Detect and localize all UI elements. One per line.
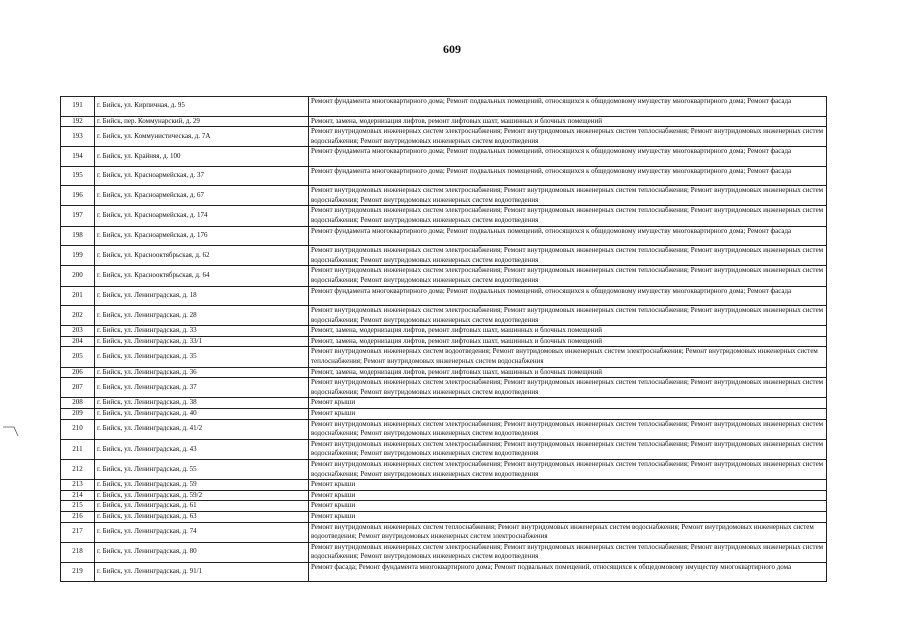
row-number: 218 <box>61 542 95 562</box>
table-row <box>61 226 827 246</box>
work-type-cell: Ремонт внутридомовых инженерных систем электроснабжения; Ремонт внутридомовых инженерных систем теплоснабжения; Ремонт внутридомовых инженерных систем водоснабжения; Ремонт внутридомовых инженерных систем водоотведения <box>309 542 827 562</box>
table-row <box>61 97 827 117</box>
address-cell: г. Бийск, ул. Ленинградская, д. 18 <box>95 286 309 306</box>
table-row <box>61 522 827 542</box>
table-row <box>61 127 827 147</box>
address-cell: г. Бийск, пер. Коммунарский, д. 29 <box>95 116 309 127</box>
table-row <box>61 562 827 582</box>
row-number: 208 <box>61 398 95 409</box>
address-cell: г. Бийск, ул. Ленинградская, д. 35 <box>95 347 309 367</box>
work-type-cell: Ремонт фундамента многоквартирного дома; Ремонт подвальных помещений, относящихся к общедомовому имуществу многоквартирного дома; Ремонт фасада <box>309 97 827 117</box>
address-cell: г. Бийск, ул. Ленинградская, д. 61 <box>95 501 309 512</box>
table-row <box>61 166 827 186</box>
row-number: 197 <box>61 206 95 226</box>
address-cell: г. Бийск, ул. Красноармейская, д. 67 <box>95 186 309 206</box>
table-row <box>61 116 827 127</box>
margin-tick-mark <box>2 424 20 438</box>
row-number: 211 <box>61 439 95 459</box>
row-number: 203 <box>61 326 95 337</box>
address-cell: г. Бийск, ул. Краснооктябрьская, д. 62 <box>95 246 309 266</box>
work-type-cell: Ремонт крыши <box>309 511 827 522</box>
table-row <box>61 147 827 167</box>
work-type-cell: Ремонт внутридомовых инженерных систем электроснабжения; Ремонт внутридомовых инженерных систем теплоснабжения; Ремонт внутридомовых инженерных систем водоснабжения; Ремонт внутридомовых инженерных систем водоотведения <box>309 459 827 479</box>
address-cell: г. Бийск, ул. Красноармейская, д. 174 <box>95 206 309 226</box>
table-row <box>61 286 827 306</box>
table-row <box>61 246 827 266</box>
row-number: 201 <box>61 286 95 306</box>
address-cell: г. Бийск, ул. Ленинградская, д. 40 <box>95 408 309 419</box>
address-cell: г. Бийск, ул. Красноармейская, д. 37 <box>95 166 309 186</box>
table-row <box>61 542 827 562</box>
work-type-cell: Ремонт крыши <box>309 480 827 491</box>
work-type-cell: Ремонт внутридомовых инженерных систем электроснабжения; Ремонт внутридомовых инженерных систем теплоснабжения; Ремонт внутридомовых инженерных систем водоснабжения; Ремонт внутридомовых инженерных систем водоотведения <box>309 266 827 286</box>
table-row <box>61 266 827 286</box>
address-cell: г. Бийск, ул. Ленинградская, д. 59 <box>95 480 309 491</box>
address-cell: г. Бийск, ул. Ленинградская, д. 28 <box>95 306 309 326</box>
address-cell: г. Бийск, ул. Краснооктябрьская, д. 64 <box>95 266 309 286</box>
address-cell: г. Бийск, ул. Ленинградская, д. 55 <box>95 459 309 479</box>
table-row <box>61 347 827 367</box>
address-cell: г. Бийск, ул. Крайняя, д. 100 <box>95 147 309 167</box>
row-number: 217 <box>61 522 95 542</box>
address-cell: г. Бийск, ул. Ленинградская, д. 41/2 <box>95 419 309 439</box>
work-type-cell: Ремонт, замена, модернизация лифтов, ремонт лифтовых шахт, машинных и блочных помещений <box>309 326 827 337</box>
row-number: 210 <box>61 419 95 439</box>
address-cell: г. Бийск, ул. Ленинградская, д. 43 <box>95 439 309 459</box>
row-number: 213 <box>61 480 95 491</box>
work-type-cell: Ремонт внутридомовых инженерных систем теплоснабжения; Ремонт внутридомовых инженерных систем водоснабжения; Ремонт внутридомовых инженерных систем водоотведения; Ремонт внутридомовых инженерных систем электроснабжения <box>309 522 827 542</box>
table-row <box>61 398 827 409</box>
table-row <box>61 326 827 337</box>
table-row <box>61 490 827 501</box>
work-type-cell: Ремонт фундамента многоквартирного дома; Ремонт подвальных помещений, относящихся к общедомовому имуществу многоквартирного дома; Ремонт фасада <box>309 147 827 167</box>
address-cell: г. Бийск, ул. Красноармейская, д. 176 <box>95 226 309 246</box>
row-number: 200 <box>61 266 95 286</box>
work-type-cell: Ремонт внутридомовых инженерных систем электроснабжения; Ремонт внутридомовых инженерных систем теплоснабжения; Ремонт внутридомовых инженерных систем водоснабжения; Ремонт внутридомовых инженерных систем водоотведения <box>309 186 827 206</box>
table-row <box>61 511 827 522</box>
work-type-cell: Ремонт внутридомовых инженерных систем электроснабжения; Ремонт внутридомовых инженерных систем теплоснабжения; Ремонт внутридомовых инженерных систем водоснабжения; Ремонт внутридомовых инженерных систем водоотведения <box>309 378 827 398</box>
work-type-cell: Ремонт внутридомовых инженерных систем электроснабжения; Ремонт внутридомовых инженерных систем теплоснабжения; Ремонт внутридомовых инженерных систем водоснабжения; Ремонт внутридомовых инженерных систем водоотведения <box>309 419 827 439</box>
row-number: 214 <box>61 490 95 501</box>
table-row <box>61 501 827 512</box>
address-cell: г. Бийск, ул. Ленинградская, д. 38 <box>95 398 309 409</box>
row-number: 205 <box>61 347 95 367</box>
address-cell: г. Бийск, ул. Ленинградская, д. 63 <box>95 511 309 522</box>
work-type-cell: Ремонт внутридомовых инженерных систем электроснабжения; Ремонт внутридомовых инженерных систем теплоснабжения; Ремонт внутридомовых инженерных систем водоснабжения; Ремонт внутридомовых инженерных систем водоотведения <box>309 127 827 147</box>
row-number: 216 <box>61 511 95 522</box>
table-row <box>61 186 827 206</box>
row-number: 215 <box>61 501 95 512</box>
address-cell: г. Бийск, ул. Ленинградская, д. 59/2 <box>95 490 309 501</box>
work-type-cell: Ремонт фундамента многоквартирного дома; Ремонт подвальных помещений, относящихся к общедомовому имуществу многоквартирного дома; Ремонт фасада <box>309 226 827 246</box>
address-cell: г. Бийск, ул. Ленинградская, д. 74 <box>95 522 309 542</box>
row-number: 195 <box>61 166 95 186</box>
address-cell: г. Бийск, ул. Ленинградская, д. 36 <box>95 367 309 378</box>
table-row <box>61 336 827 347</box>
table-row <box>61 378 827 398</box>
row-number: 193 <box>61 127 95 147</box>
row-number: 191 <box>61 97 95 117</box>
row-number: 198 <box>61 226 95 246</box>
table-row <box>61 439 827 459</box>
work-type-cell: Ремонт фундамента многоквартирного дома; Ремонт подвальных помещений, относящихся к общедомовому имуществу многоквартирного дома; Ремонт фасада <box>309 286 827 306</box>
table-row <box>61 306 827 326</box>
address-cell: г. Бийск, ул. Ленинградская, д. 80 <box>95 542 309 562</box>
row-number: 206 <box>61 367 95 378</box>
row-number: 192 <box>61 116 95 127</box>
row-number: 204 <box>61 336 95 347</box>
work-type-cell: Ремонт внутридомовых инженерных систем электроснабжения; Ремонт внутридомовых инженерных систем теплоснабжения; Ремонт внутридомовых инженерных систем водоснабжения; Ремонт внутридомовых инженерных систем водоотведения <box>309 206 827 226</box>
work-type-cell: Ремонт внутридомовых инженерных систем электроснабжения; Ремонт внутридомовых инженерных систем теплоснабжения; Ремонт внутридомовых инженерных систем водоснабжения; Ремонт внутридомовых инженерных систем водоотведения <box>309 306 827 326</box>
work-type-cell: Ремонт фасада; Ремонт фундамента многоквартирного дома; Ремонт подвальных помещений, относящихся к общедомовому имуществу многоквартирного дома <box>309 562 827 582</box>
work-type-cell: Ремонт крыши <box>309 398 827 409</box>
repair-schedule-table <box>60 96 827 582</box>
table-row <box>61 408 827 419</box>
table-row <box>61 459 827 479</box>
work-type-cell: Ремонт крыши <box>309 501 827 512</box>
table-row <box>61 367 827 378</box>
table-row <box>61 206 827 226</box>
work-type-cell: Ремонт крыши <box>309 490 827 501</box>
work-type-cell: Ремонт, замена, модернизация лифтов, ремонт лифтовых шахт, машинных и блочных помещений <box>309 367 827 378</box>
row-number: 209 <box>61 408 95 419</box>
work-type-cell: Ремонт внутридомовых инженерных систем электроснабжения; Ремонт внутридомовых инженерных систем теплоснабжения; Ремонт внутридомовых инженерных систем водоснабжения; Ремонт внутридомовых инженерных систем водоотведения <box>309 439 827 459</box>
work-type-cell: Ремонт крыши <box>309 408 827 419</box>
address-cell: г. Бийск, ул. Ленинградская, д. 33/1 <box>95 336 309 347</box>
work-type-cell: Ремонт фундамента многоквартирного дома; Ремонт подвальных помещений, относящихся к общедомовому имуществу многоквартирного дома; Ремонт фасада <box>309 166 827 186</box>
work-type-cell: Ремонт, замена, модернизация лифтов, ремонт лифтовых шахт, машинных и блочных помещений <box>309 336 827 347</box>
work-type-cell: Ремонт, замена, модернизация лифтов, ремонт лифтовых шахт, машинных и блочных помещений <box>309 116 827 127</box>
address-cell: г. Бийск, ул. Ленинградская, д. 91/1 <box>95 562 309 582</box>
row-number: 199 <box>61 246 95 266</box>
table-row <box>61 419 827 439</box>
table-body <box>61 97 827 582</box>
address-cell: г. Бийск, ул. Ленинградская, д. 37 <box>95 378 309 398</box>
row-number: 207 <box>61 378 95 398</box>
row-number: 202 <box>61 306 95 326</box>
address-cell: г. Бийск, ул. Кирпичная, д. 95 <box>95 97 309 117</box>
page-number: 609 <box>443 42 461 56</box>
address-cell: г. Бийск, ул. Ленинградская, д. 33 <box>95 326 309 337</box>
table-row <box>61 480 827 491</box>
row-number: 194 <box>61 147 95 167</box>
work-type-cell: Ремонт внутридомовых инженерных систем электроснабжения; Ремонт внутридомовых инженерных систем теплоснабжения; Ремонт внутридомовых инженерных систем водоснабжения; Ремонт внутридомовых инженерных систем водоотведения <box>309 246 827 266</box>
row-number: 212 <box>61 459 95 479</box>
row-number: 196 <box>61 186 95 206</box>
address-cell: г. Бийск, ул. Коммунистическая, д. 7А <box>95 127 309 147</box>
work-type-cell: Ремонт внутридомовых инженерных систем водоотведения; Ремонт внутридомовых инженерных систем электроснабжения; Ремонт внутридомовых инженерных систем теплоснабжения; Ремонт внутридомовых инженерных систем водоснабжения <box>309 347 827 367</box>
row-number: 219 <box>61 562 95 582</box>
